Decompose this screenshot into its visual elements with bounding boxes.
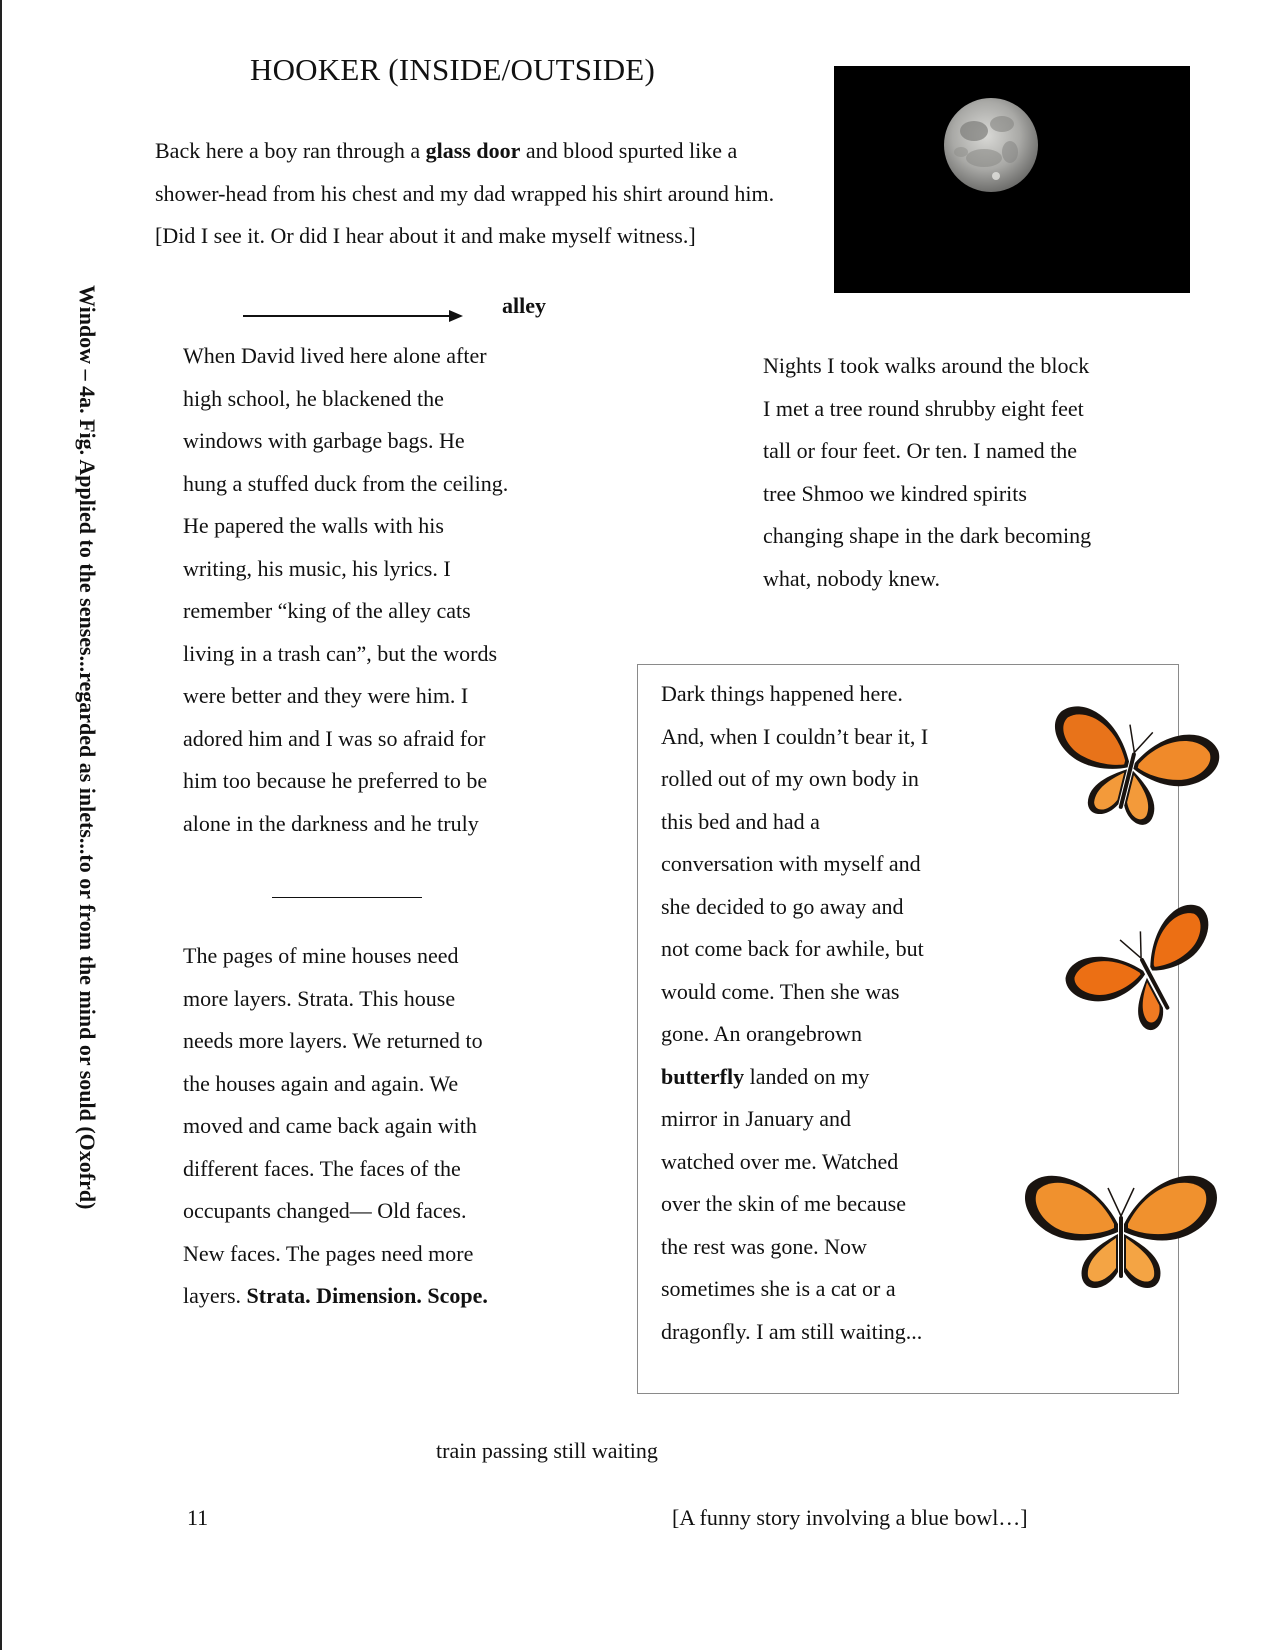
caption: train passing still waiting	[436, 1438, 658, 1463]
moon-icon	[834, 66, 1190, 293]
nights-paragraph	[763, 345, 1173, 600]
arrow-icon	[243, 309, 463, 323]
butterfly-icon	[1060, 890, 1240, 1060]
text-line: The pages of mine houses need	[183, 943, 459, 968]
page-edge	[0, 0, 2, 1650]
text-line	[661, 1056, 981, 1099]
text-line: conversation with myself and	[661, 851, 921, 876]
text-line: more layers. Strata. This house	[183, 985, 456, 1011]
arrow-label: alley	[502, 293, 546, 318]
text-line: would come. Then she was	[661, 978, 900, 1004]
text-line: Dark things happened here.	[661, 681, 903, 706]
text-line: this bed and had a	[661, 808, 820, 834]
intro-paragraph	[155, 130, 775, 258]
text-line: moved and came back again with	[183, 1113, 477, 1138]
text-line: mirror in January and	[661, 1106, 851, 1131]
text-line: tall or four feet. Or ten. I named the	[763, 438, 1077, 463]
text-line: adored him and I was so afraid for	[183, 725, 486, 751]
text-line: rolled out of my own body in	[661, 766, 919, 791]
page-number: 11	[187, 1505, 209, 1530]
intro-text-before: Back here a boy ran through a	[155, 138, 426, 163]
text-line: alone in the darkness and he truly	[183, 810, 479, 836]
text-line: she decided to go away and	[661, 893, 904, 919]
text-line: remember “king of the alley cats	[183, 598, 471, 623]
david-paragraph	[183, 335, 583, 845]
text-line: tree Shmoo we kindred spirits	[763, 480, 1027, 506]
butterfly-line-rest: landed on my	[744, 1063, 870, 1089]
side-note-text: Window – 4a. Fig. Applied to the senses...regarded as inlets...to or from the mind or sould (Oxofrd)	[75, 285, 100, 1210]
text-line: needs more layers. We returned to	[183, 1028, 483, 1053]
text-line: I met a tree round shrubby eight feet	[763, 395, 1084, 421]
intro-bold-glass-door: glass door	[425, 138, 521, 163]
intro-text-after: and blood spurted like a shower-head from his chest and my dad wrapped his shirt around him. [Did I see it. Or did I hear about it and make myself witness.]	[155, 138, 775, 248]
footer-note: [A funny story involving a blue bowl…]	[672, 1505, 1028, 1530]
butterfly-story	[661, 673, 981, 1353]
text-line: different faces. The faces of the	[183, 1155, 461, 1181]
text-line: living in a trash can”, but the words	[183, 640, 498, 666]
text-line: him too because he preferred to be	[183, 768, 488, 793]
butterfly-bold-word: butterfly	[661, 1063, 745, 1089]
text-line: watched over me. Watched	[661, 1148, 899, 1174]
text-line	[183, 1275, 583, 1318]
text-line: the rest was gone. Now	[661, 1233, 867, 1259]
text-line: He papered the walls with his	[183, 513, 444, 538]
text-line: writing, his music, his lyrics. I	[183, 555, 451, 581]
text-line: sometimes she is a cat or a	[661, 1276, 896, 1301]
pages-last-plain: layers.	[183, 1283, 247, 1308]
pages-paragraph	[183, 935, 583, 1318]
text-line: not come back for awhile, but	[661, 936, 924, 961]
butterfly-icon	[1035, 690, 1225, 850]
text-line: dragonfly. I am still waiting...	[661, 1318, 923, 1344]
text-line: high school, he blackened the	[183, 385, 444, 411]
text-line: windows with garbage bags. He	[183, 428, 465, 453]
text-line: changing shape in the dark becoming	[763, 523, 1092, 548]
text-line: New faces. The pages need more	[183, 1240, 474, 1266]
text-line: what, nobody knew.	[763, 565, 940, 591]
text-line: Nights I took walks around the block	[763, 353, 1090, 378]
vertical-side-note	[62, 285, 102, 1335]
text-line: hung a stuffed duck from the ceiling.	[183, 470, 509, 496]
text-line: occupants changed— Old faces.	[183, 1198, 467, 1223]
butterfly-icon	[1018, 1158, 1224, 1308]
text-line: And, when I couldn’t bear it, I	[661, 723, 929, 749]
pages-last-bold: Strata. Dimension. Scope.	[246, 1283, 488, 1308]
text-line: over the skin of me because	[661, 1191, 906, 1216]
moon-photo	[834, 66, 1190, 293]
text-line: were better and they were him. I	[183, 683, 469, 708]
page-title: HOOKER (INSIDE/OUTSIDE)	[250, 52, 655, 87]
text-line: gone. An orangebrown	[661, 1021, 863, 1046]
text-line: When David lived here alone after	[183, 343, 487, 368]
section-divider	[272, 897, 422, 898]
text-line: the houses again and again. We	[183, 1070, 459, 1096]
